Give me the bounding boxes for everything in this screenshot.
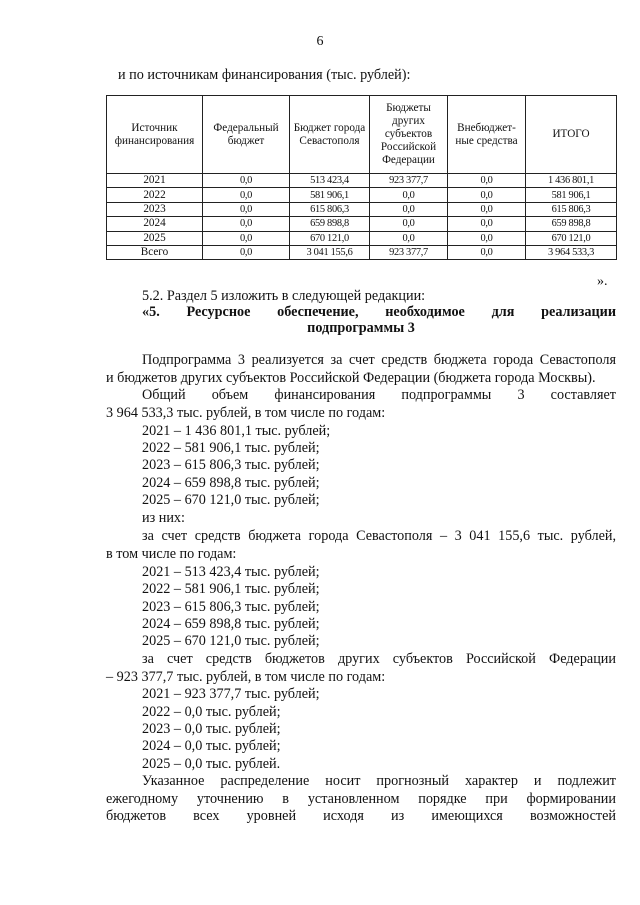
cell-total: 659 898,8 [526, 217, 617, 231]
total-year-line: 2023 – 615 806,3 тыс. рублей; [142, 457, 320, 473]
cell-sevastopol: 670 121,0 [290, 231, 370, 245]
cell-sevastopol: 581 906,1 [290, 188, 370, 202]
cell-extrabudgetary: 0,0 [448, 174, 526, 188]
header-total: ИТОГО [526, 96, 617, 174]
sevastopol-year-line: 2023 – 615 806,3 тыс. рублей; [142, 599, 320, 615]
cell-total: 581 906,1 [526, 188, 617, 202]
cell-federal: 0,0 [203, 202, 290, 216]
cell-year: 2021 [107, 174, 203, 188]
total-year-line: 2024 – 659 898,8 тыс. рублей; [142, 475, 320, 491]
cell-federal: 0,0 [203, 174, 290, 188]
financing-table [106, 95, 617, 260]
header-other-subjects: Бюджеты других субъектов Российской Федерации [370, 96, 448, 174]
total-year-line: 2021 – 1 436 801,1 тыс. рублей; [142, 423, 331, 439]
paragraph-sevastopol-budget [106, 528, 616, 563]
cell-total: 615 806,3 [526, 202, 617, 216]
cell-year: Всего [107, 245, 203, 259]
header-sevastopol: Бюджет города Севастополя [290, 96, 370, 174]
cell-other-subjects: 923 377,7 [370, 174, 448, 188]
cell-extrabudgetary: 0,0 [448, 217, 526, 231]
paragraph-line: за счет средств бюджета города Севастополя – 3 041 155,6 тыс. рублей, [142, 528, 616, 544]
cell-federal: 0,0 [203, 245, 290, 259]
section-52-text: 5.2. Раздел 5 изложить в следующей редакции: [142, 288, 426, 304]
table-row [107, 188, 617, 202]
paragraph-line: Общий объем финансирования подпрограммы 3 составляет [142, 387, 616, 403]
table-row [107, 174, 617, 188]
table-intro: и по источникам финансирования (тыс. рублей): [118, 67, 411, 83]
paragraph-other-subjects [106, 651, 616, 686]
cell-total: 670 121,0 [526, 231, 617, 245]
paragraph-line: 3 964 533,3 тыс. рублей, в том числе по годам: [106, 404, 386, 421]
of-them-text: из них: [142, 510, 185, 526]
cell-sevastopol: 513 423,4 [290, 174, 370, 188]
cell-extrabudgetary: 0,0 [448, 202, 526, 216]
cell-extrabudgetary: 0,0 [448, 188, 526, 202]
cell-other-subjects: 0,0 [370, 217, 448, 231]
closing-quote: ». [597, 274, 608, 289]
paragraph-forecast-note [106, 773, 616, 826]
other-year-line: 2021 – 923 377,7 тыс. рублей; [142, 686, 320, 702]
cell-other-subjects: 0,0 [370, 188, 448, 202]
cell-year: 2025 [107, 231, 203, 245]
paragraph-line: Указанное распределение носит прогнозный характер и подлежит [142, 773, 616, 789]
cell-federal: 0,0 [203, 188, 290, 202]
cell-extrabudgetary: 0,0 [448, 231, 526, 245]
sevastopol-year-line: 2022 – 581 906,1 тыс. рублей; [142, 581, 320, 597]
cell-federal: 0,0 [203, 231, 290, 245]
cell-other-subjects: 0,0 [370, 202, 448, 216]
paragraph-line: ежегодному уточнению в установленном порядке при формировании [106, 790, 616, 807]
cell-total: 3 964 533,3 [526, 245, 617, 259]
paragraph-line: – 923 377,7 тыс. рублей, в том числе по годам: [106, 668, 386, 685]
table-row [107, 202, 617, 216]
header-extrabudgetary: Внебюджет-ные средства [448, 96, 526, 174]
cell-sevastopol: 615 806,3 [290, 202, 370, 216]
total-year-line: 2025 – 670 121,0 тыс. рублей; [142, 492, 320, 508]
other-year-line: 2022 – 0,0 тыс. рублей; [142, 704, 281, 720]
cell-year: 2022 [107, 188, 203, 202]
cell-extrabudgetary: 0,0 [448, 245, 526, 259]
header-federal: Федеральный бюджет [203, 96, 290, 174]
paragraph-line: за счет средств бюджетов других субъектов Российской Федерации [142, 651, 616, 667]
paragraph-total-volume [106, 387, 616, 422]
other-year-line: 2024 – 0,0 тыс. рублей; [142, 738, 281, 754]
other-year-line: 2023 – 0,0 тыс. рублей; [142, 721, 281, 737]
cell-federal: 0,0 [203, 217, 290, 231]
paragraph-line: бюджетов всех уровней исходя из имеющихся возможностей [106, 808, 616, 825]
page-number: 6 [316, 34, 324, 49]
paragraph-line: Подпрограмма 3 реализуется за счет средств бюджета города Севастополя [142, 352, 616, 368]
sevastopol-year-line: 2021 – 513 423,4 тыс. рублей; [142, 564, 320, 580]
paragraph-subprogram-source [106, 352, 616, 387]
paragraph-line: в том числе по годам: [106, 545, 237, 562]
cell-year: 2023 [107, 202, 203, 216]
cell-year: 2024 [107, 217, 203, 231]
section-5-title: «5. Ресурсное обеспечение, необходимое для реализации [142, 304, 616, 320]
other-year-line: 2025 – 0,0 тыс. рублей. [142, 756, 281, 772]
cell-total: 1 436 801,1 [526, 174, 617, 188]
cell-sevastopol: 659 898,8 [290, 217, 370, 231]
header-source: Источник финансирования [107, 96, 203, 174]
sevastopol-year-line: 2024 – 659 898,8 тыс. рублей; [142, 616, 320, 632]
table-row [107, 217, 617, 231]
cell-other-subjects: 0,0 [370, 231, 448, 245]
paragraph-line: и бюджетов других субъектов Российской Федерации (бюджета города Москвы). [106, 369, 596, 386]
section-5-title-cont: подпрограммы 3 [307, 320, 415, 336]
table-row [107, 231, 617, 245]
cell-other-subjects: 923 377,7 [370, 245, 448, 259]
table-header-row [107, 96, 617, 174]
cell-sevastopol: 3 041 155,6 [290, 245, 370, 259]
sevastopol-year-line: 2025 – 670 121,0 тыс. рублей; [142, 633, 320, 649]
total-year-line: 2022 – 581 906,1 тыс. рублей; [142, 440, 320, 456]
table-row-total [107, 245, 617, 259]
